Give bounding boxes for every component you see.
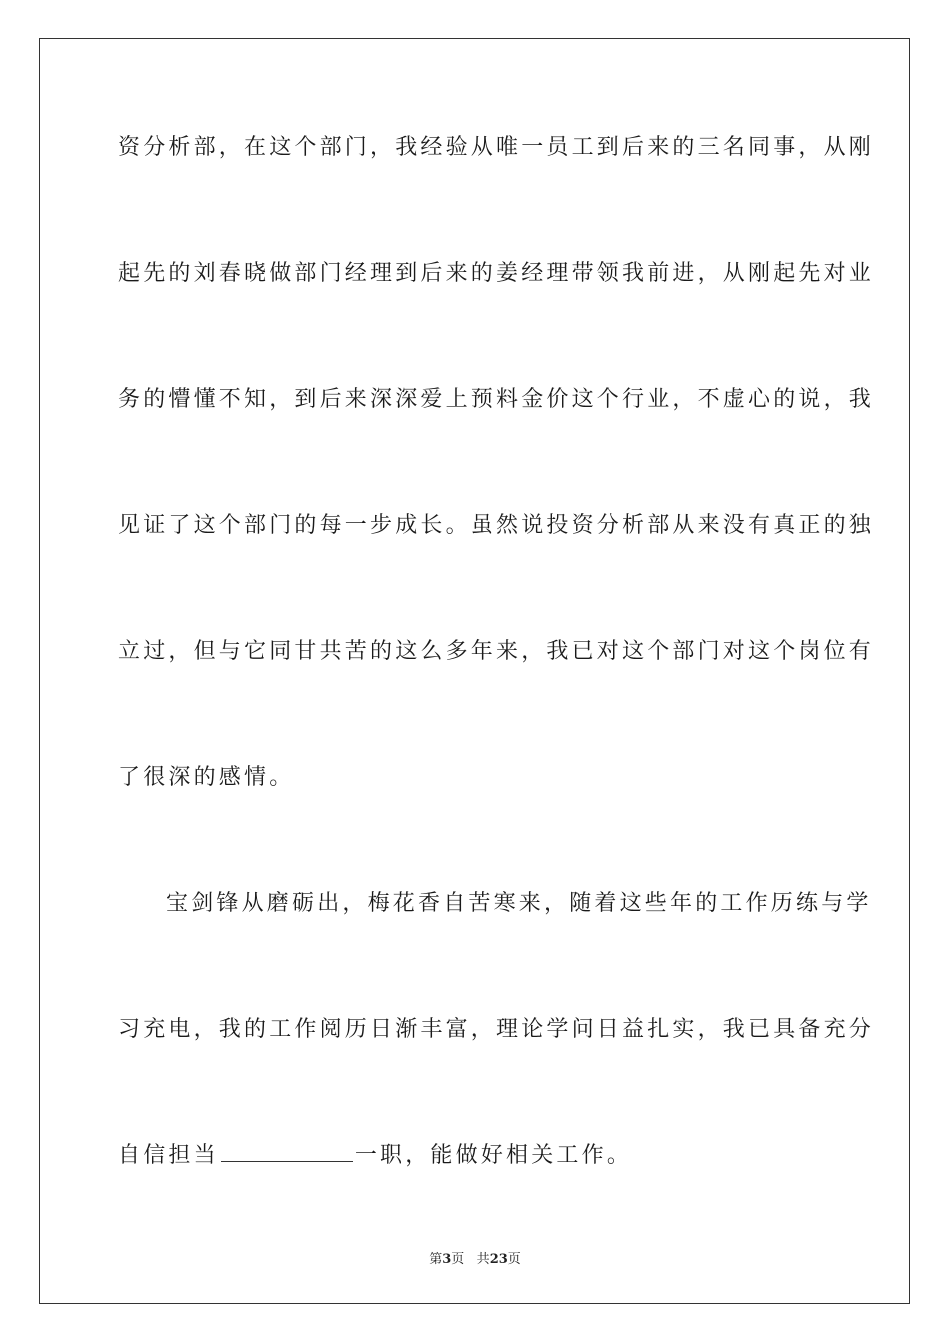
page-prefix: 第 — [429, 1252, 443, 1267]
total-pages: 23 — [489, 1252, 508, 1267]
text-line: 资分析部，在这个部门，我经验从唯一员工到后来的三名同事，从刚 — [118, 135, 875, 160]
total-suffix: 页 — [507, 1252, 521, 1267]
page-suffix: 页 — [451, 1252, 465, 1267]
text-line: 立过，但与它同甘共苦的这么多年来，我已对这个部门对这个岗位有 — [118, 639, 875, 664]
fill-in-blank — [221, 1139, 353, 1162]
paragraph-first-line: 宝剑锋从磨砺出，梅花香自苦寒来，随着这些年的工作历练与学 — [166, 891, 872, 916]
text-line: 习充电，我的工作阅历日渐丰富，理论学问日益扎实，我已具备充分 — [118, 1017, 875, 1042]
text-line: 了很深的感情。 — [118, 765, 295, 790]
text-after-blank: 一职，能做好相关工作。 — [354, 1143, 633, 1168]
text-line: 务的懵懂不知，到后来深深爱上预料金价这个行业，不虚心的说，我 — [118, 387, 875, 412]
text-line: 见证了这个部门的每一步成长。虽然说投资分析部从来没有真正的独 — [118, 513, 875, 538]
text-line: 起先的刘春晓做部门经理到后来的姜经理带领我前进，从刚起先对业 — [118, 261, 875, 286]
text-before-blank: 自信担当 — [118, 1143, 219, 1168]
total-prefix: 共 — [476, 1252, 490, 1267]
text-line-with-blank — [118, 1136, 632, 1176]
page-number: 3 — [442, 1252, 452, 1267]
page-footer — [0, 1248, 950, 1267]
